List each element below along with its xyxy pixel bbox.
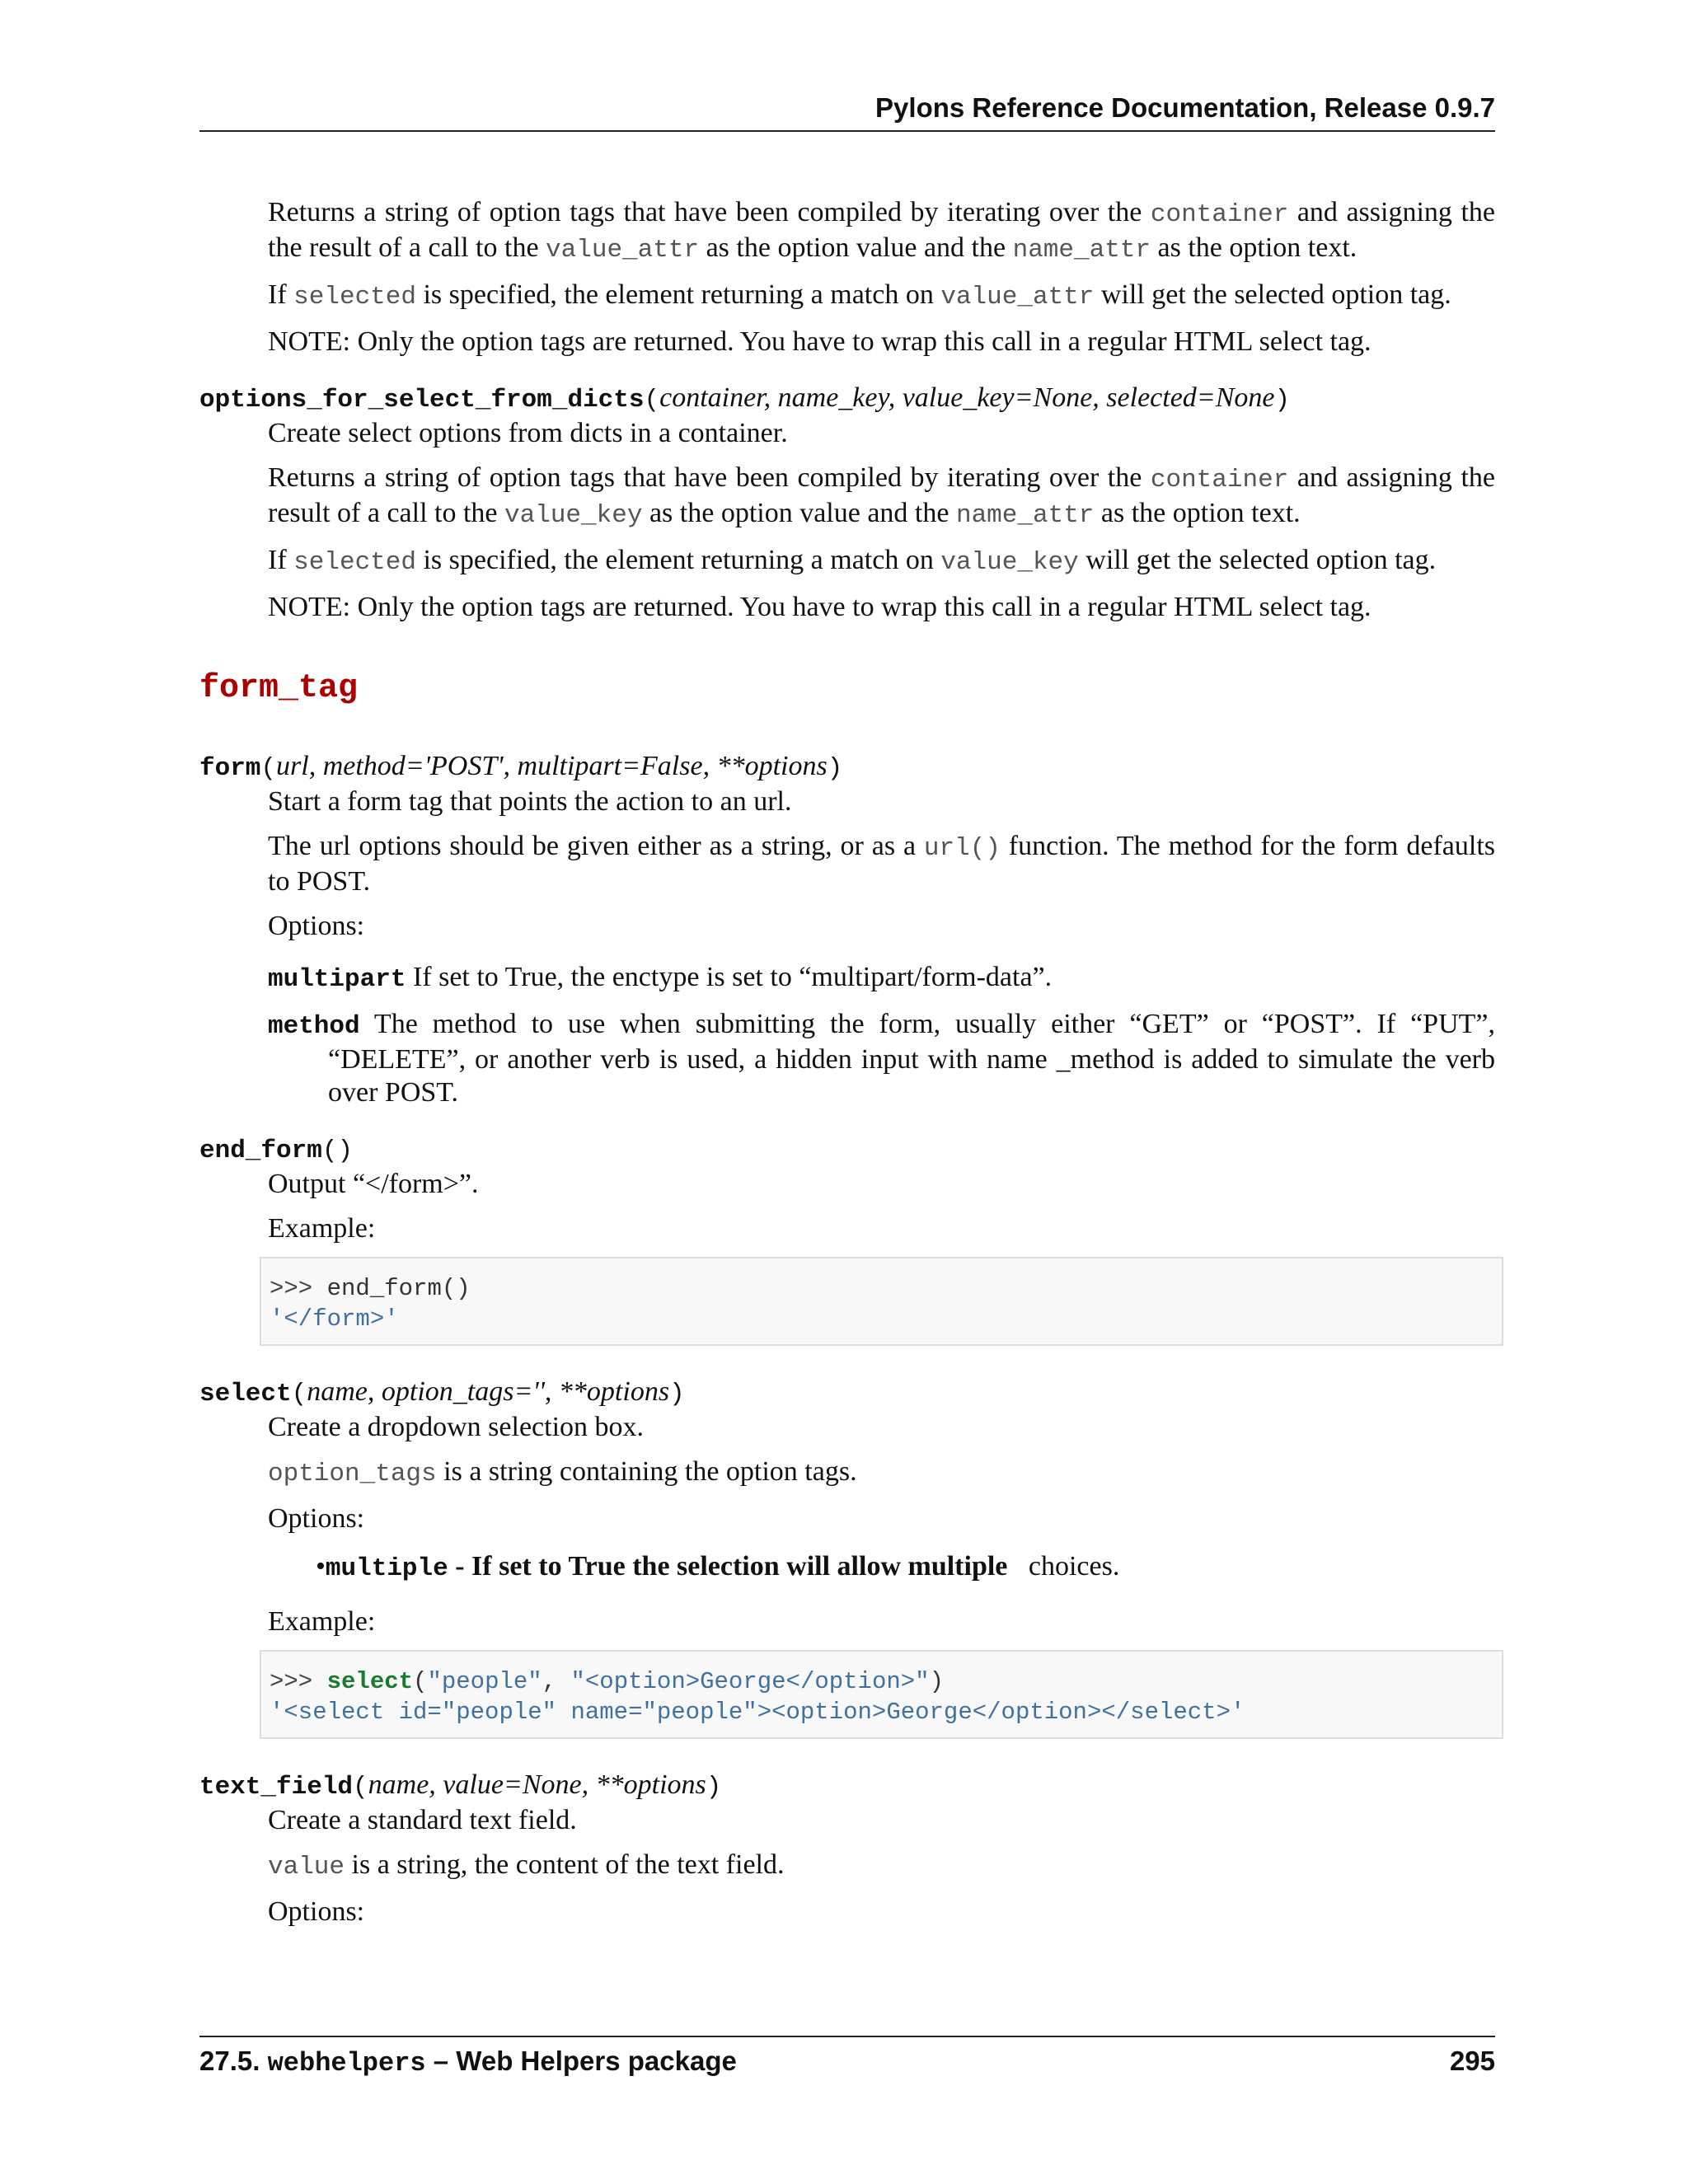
code-example-select: >>> select("people", "<option>George</option>") '<select id="people" name="people"><option>George</option></select>' [260, 1650, 1503, 1739]
options-label: Options: [268, 1503, 365, 1534]
function-select [199, 1376, 1495, 1739]
function-summary: Create a standard text field. [268, 1805, 577, 1835]
function-paragraph-1: The url options should be given either as a string, or as a url() function. The method for the form defaults to POST. [268, 831, 1495, 897]
function-summary: Create a dropdown selection box. [268, 1412, 645, 1442]
function-note: NOTE: Only the option tags are returned. You have to wrap this call in a regular HTML select tag. [268, 592, 1372, 622]
function-options-for-select-from-dicts [199, 382, 1495, 624]
document-page [199, 0, 1495, 2184]
function-paragraph-1: Returns a string of option tags that have been compiled by iterating over the container and assigning the result of a call to the value_key as the option value and the name_attr as the option text. [268, 462, 1495, 530]
function-form [199, 750, 1495, 1109]
intro-paragraph-2: If selected is specified, the element returning a match on value_attr will get the selected option tag. [268, 279, 1451, 312]
function-paragraph-2: If selected is specified, the element returning a match on value_key will get the selected option tag. [268, 545, 1437, 577]
function-summary: Output “</form>”. [268, 1169, 479, 1199]
function-signature: options_for_select_from_dicts(container, name_key, value_key=None, selected=None) [199, 382, 1291, 415]
function-end-form [199, 1132, 1495, 1346]
function-paragraph-1: option_tags is a string containing the option tags. [268, 1456, 857, 1488]
option-field-multipart: multipart If set to True, the enctype is set to “multipart/form-data”. [268, 962, 1053, 994]
section-heading-form-tag: form_tag [199, 670, 359, 707]
function-text-field [199, 1769, 1495, 1929]
code-example-end-form: >>> end_form() '</form>' [260, 1257, 1503, 1346]
function-signature: end_form() [199, 1137, 354, 1165]
footer-section: 27.5. webhelpers – Web Helpers package [199, 2046, 737, 2079]
function-signature: select(name, option_tags='', **options) [199, 1376, 685, 1408]
options-label: Options: [268, 911, 365, 941]
option-field-method: method The method to use when submitting the form, usually either “GET” or “POST”. If “PUT”, “DELETE”, or another verb is used, a hidden input with name _method is added to simulate the verb over POST. [268, 1009, 1495, 1108]
running-header [199, 92, 1495, 132]
function-signature: form(url, method='POST', multipart=False, **options) [199, 751, 843, 783]
intro-note: NOTE: Only the option tags are returned. You have to wrap this call in a regular HTML select tag. [268, 326, 1372, 357]
function-paragraph-1: value is a string, the content of the text field. [268, 1849, 785, 1882]
page-content [199, 196, 1495, 1952]
function-summary: Create select options from dicts in a container. [268, 418, 788, 448]
options-for-select-tail [268, 196, 1495, 359]
function-signature: text_field(name, value=None, **options) [199, 1769, 722, 1802]
intro-paragraph-1: Returns a string of option tags that have been compiled by iterating over the container and assigning the the result of a call to the value_attr as the option value and the name_attr as the option text. [268, 197, 1495, 265]
function-summary: Start a form tag that points the action to an url. [268, 786, 792, 817]
options-label: Options: [268, 1896, 365, 1927]
header-title: Pylons Reference Documentation, Release 0.9.7 [875, 92, 1495, 123]
example-label: Example: [268, 1606, 376, 1637]
page-footer [199, 2036, 1495, 2085]
example-label: Example: [268, 1213, 376, 1244]
option-bullet-multiple: •multiple - If set to True the selection will allow multiple choices. [316, 1551, 1120, 1583]
page-number: 295 [1449, 2046, 1495, 2076]
